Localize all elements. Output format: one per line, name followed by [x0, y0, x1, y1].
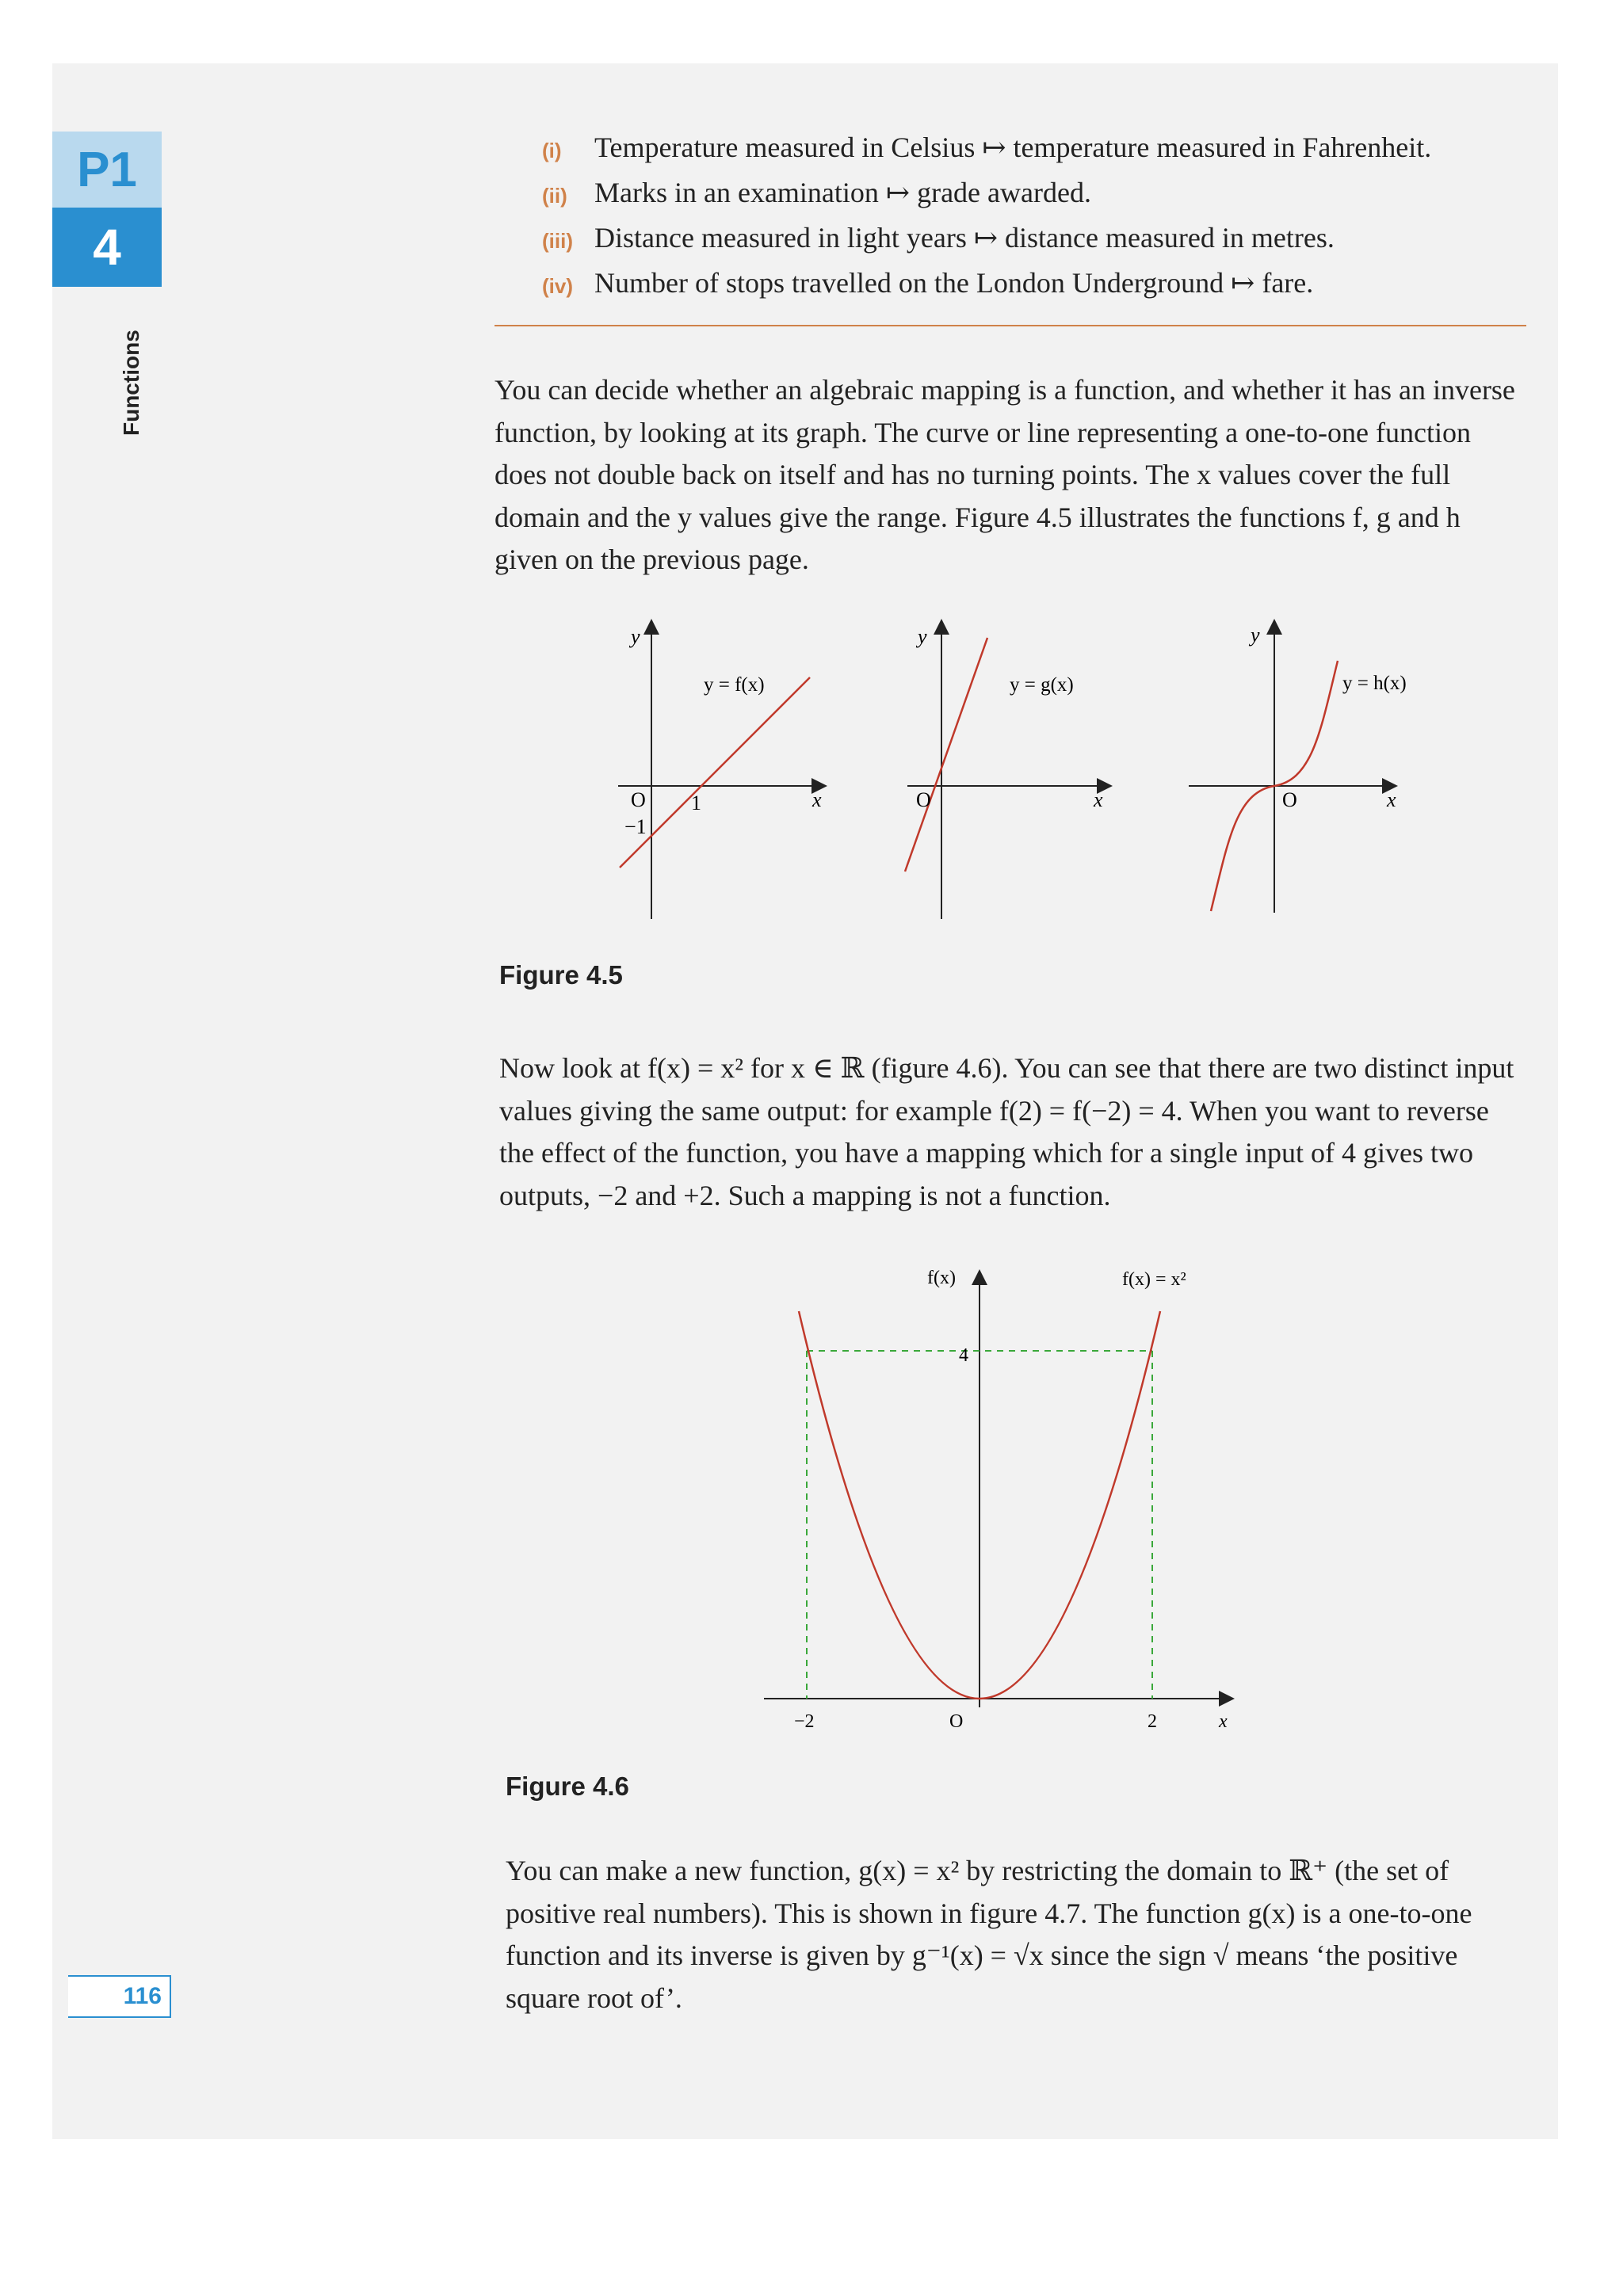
- curve-label: y = g(x): [1010, 674, 1074, 696]
- list-item-number: (iv): [542, 274, 573, 298]
- curve-label: y = h(x): [1342, 673, 1407, 694]
- curve-label: f(x) = x²: [1122, 1269, 1186, 1290]
- origin-label: O: [949, 1711, 964, 1732]
- list-item-number: (iii): [542, 229, 573, 253]
- origin-label: O: [631, 788, 646, 811]
- line-g: [905, 638, 987, 871]
- line-f: [620, 677, 810, 868]
- graph-g: [905, 622, 1109, 919]
- x-tick-label: 2: [1148, 1711, 1157, 1732]
- paragraph-restricted-domain: You can make a new function, g(x) = x² by restricting the domain to ℝ⁺ (the set of positive real numbers). This is shown in figure 4.7. The function g(x) is a one-to-one function and its inverse is given by g⁻¹(x) = √x since the sign √ means ‘the positive square root of’.: [506, 1855, 1472, 2014]
- paragraph-graph-test: You can decide whether an algebraic mapping is a function, and whether it has an inverse function, by looking at its graph. The curve or line representing a one-to-one function does not double back on itself and has no turning points. The x values cover the full domain and the y values give the range. Figure 4.5 illustrates the functions f, g and h given on the previous page.: [495, 374, 1515, 575]
- y-axis-label: f(x): [927, 1268, 956, 1288]
- list-item: [542, 217, 1556, 262]
- curve-label: y = f(x): [704, 674, 765, 696]
- origin-label: O: [1282, 788, 1297, 811]
- x-label: x: [812, 788, 822, 811]
- figure-4-5-caption: Figure 4.5: [499, 960, 623, 990]
- list-item-text: Marks in an examination ↦ grade awarded.: [594, 177, 1091, 208]
- section-divider: [495, 325, 1526, 326]
- x-label: x: [1094, 788, 1103, 811]
- paragraph-x-squared: Now look at f(x) = x² for x ∈ ℝ (figure 4.6). You can see that there are two distinct input values giving the same output: for example f(2) = f(−2) = 4. When you want to reverse the effect of the function, you have a mapping which for a single input of 4 gives two outputs, −2 and +2. Such a mapping is not a function.: [499, 1052, 1514, 1211]
- list-item-text: Temperature measured in Celsius ↦ temperature measured in Fahrenheit.: [594, 132, 1432, 163]
- graph-h: [1189, 622, 1407, 913]
- list-item: [542, 172, 1556, 217]
- origin-label: O: [916, 788, 931, 811]
- figure-4-6: [745, 1260, 1284, 1735]
- x-tick-label: −2: [794, 1711, 815, 1732]
- figure-4-6-caption: Figure 4.6: [506, 1772, 629, 1801]
- y-label: y: [918, 625, 927, 648]
- list-item-number: (i): [542, 139, 562, 162]
- chapter-tab: 4: [52, 208, 162, 287]
- y-label: y: [631, 625, 640, 648]
- y-intercept-label: −1: [624, 815, 647, 838]
- list-item: [542, 127, 1556, 172]
- y-label: y: [1251, 624, 1260, 646]
- page-number: 116: [68, 1975, 171, 2018]
- list-item-number: (ii): [542, 184, 567, 208]
- graph-f: [618, 622, 824, 919]
- y-tick-label: 4: [959, 1345, 968, 1366]
- list-item-text: Number of stops travelled on the London Underground ↦ fare.: [594, 267, 1314, 299]
- x-axis-label: x: [1219, 1711, 1228, 1732]
- x-label: x: [1387, 788, 1396, 811]
- list-item-text: Distance measured in light years ↦ distance measured in metres.: [594, 222, 1335, 254]
- chapter-title-vertical: Functions: [119, 330, 143, 436]
- part-tab: P1: [52, 132, 162, 208]
- figure-4-5: [602, 602, 1442, 927]
- list-item: [542, 262, 1556, 307]
- example-list: [542, 127, 1556, 307]
- x-intercept-label: 1: [691, 791, 701, 814]
